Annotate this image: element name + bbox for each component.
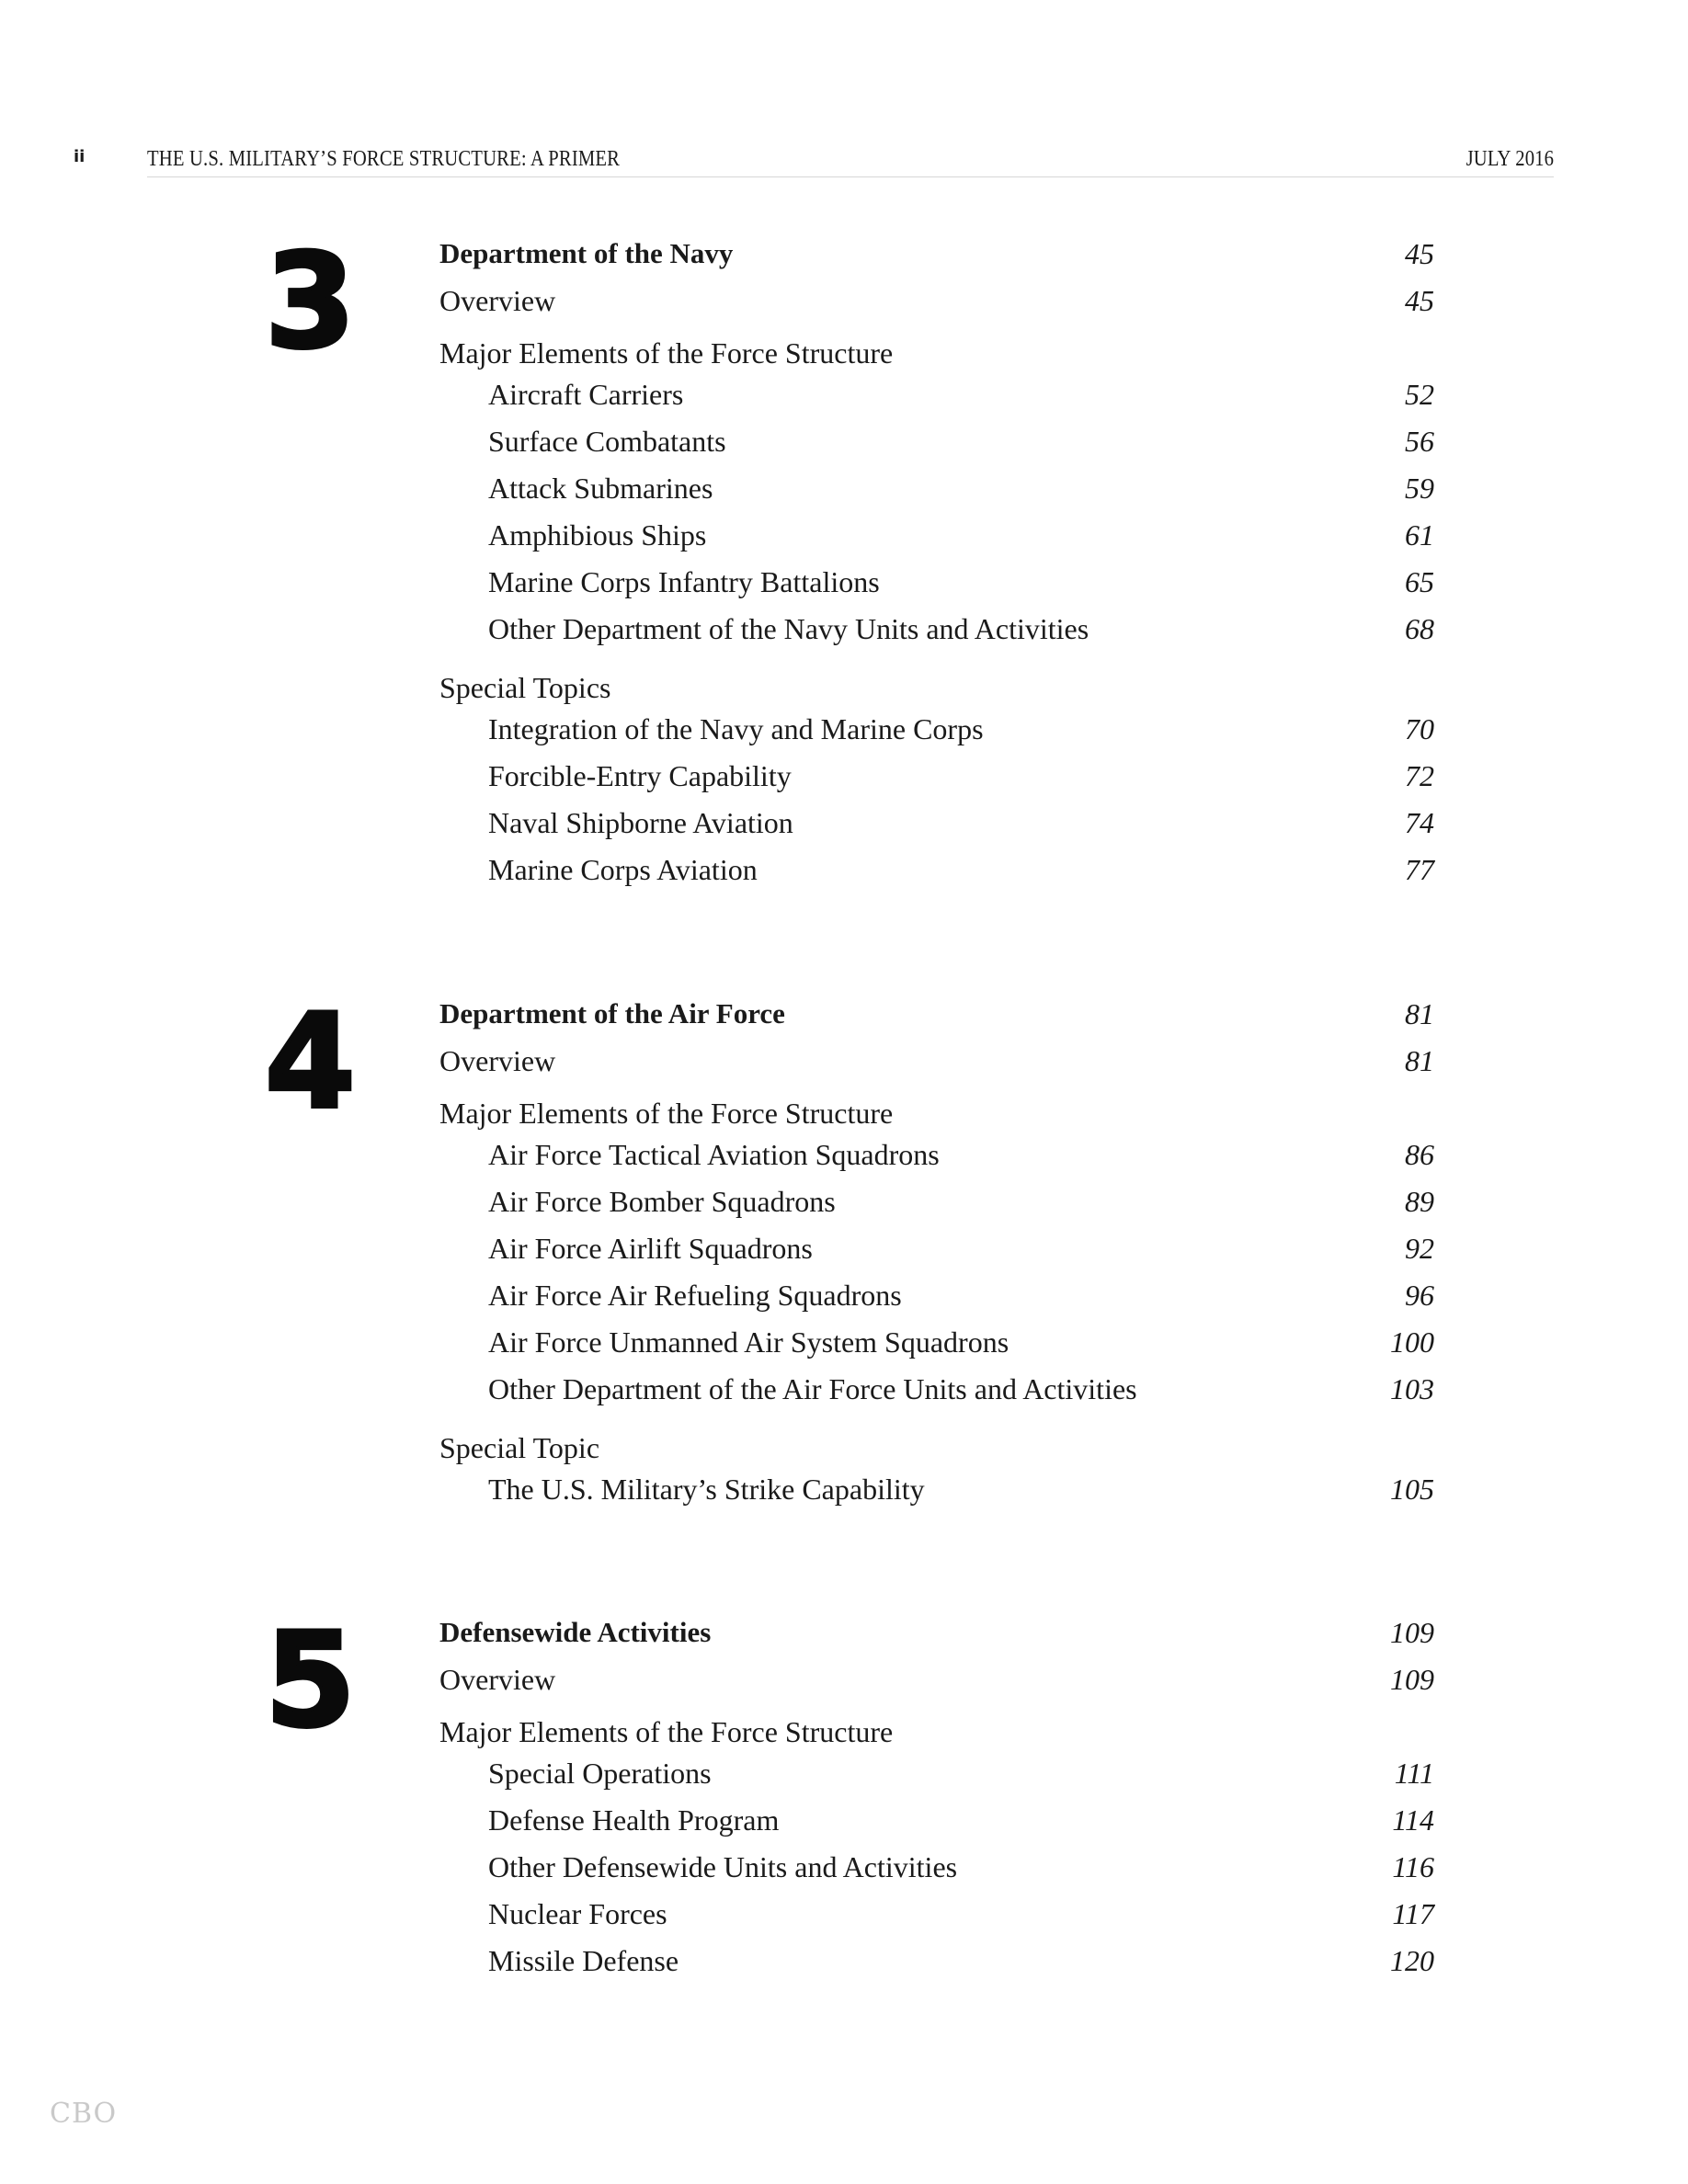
chapter-number: 3 bbox=[265, 226, 356, 378]
chapter-number: 4 bbox=[265, 986, 356, 1138]
page-ref: 100 bbox=[1390, 1325, 1434, 1359]
chapter-heading-row[interactable] bbox=[439, 237, 1434, 279]
toc-entry[interactable] bbox=[439, 1850, 1434, 1893]
toc-entry-label: Nuclear Forces bbox=[488, 1897, 667, 1930]
running-header-date: JULY 2016 bbox=[1466, 147, 1554, 171]
page-ref: 45 bbox=[1405, 284, 1434, 317]
page-ref: 86 bbox=[1405, 1138, 1434, 1171]
section-heading bbox=[439, 336, 1434, 379]
running-header-title: THE U.S. MILITARY’S FORCE STRUCTURE: A PRIMER bbox=[147, 147, 621, 171]
section-heading bbox=[439, 671, 1434, 713]
page-ref: 81 bbox=[1405, 1044, 1434, 1077]
page-ref: 114 bbox=[1392, 1803, 1434, 1837]
page-ref: 92 bbox=[1405, 1232, 1434, 1265]
toc-entry-label: Naval Shipborne Aviation bbox=[488, 806, 793, 839]
page-ref: 111 bbox=[1394, 1757, 1434, 1790]
toc-entry[interactable] bbox=[439, 759, 1434, 802]
section-heading bbox=[439, 1431, 1434, 1473]
chapter-heading-row[interactable] bbox=[439, 1616, 1434, 1658]
toc-entry[interactable] bbox=[439, 612, 1434, 654]
page-ref: 81 bbox=[1405, 997, 1434, 1030]
toc-entry[interactable] bbox=[439, 1138, 1434, 1180]
toc-entry[interactable] bbox=[439, 1325, 1434, 1368]
toc-entry-label: Attack Submarines bbox=[488, 472, 713, 505]
toc-entry-label: Surface Combatants bbox=[488, 425, 726, 458]
page-ref: 117 bbox=[1392, 1897, 1434, 1930]
toc-entry[interactable] bbox=[439, 425, 1434, 467]
toc-entry-label: Air Force Bomber Squadrons bbox=[488, 1185, 836, 1218]
toc-entry-label: Special Operations bbox=[488, 1757, 712, 1790]
toc-entry[interactable] bbox=[439, 1372, 1434, 1415]
toc-entry[interactable] bbox=[439, 1944, 1434, 1986]
toc-entry-label: Integration of the Navy and Marine Corps bbox=[488, 712, 984, 745]
toc-entry-label: The U.S. Military’s Strike Capability bbox=[488, 1473, 925, 1506]
section-heading bbox=[439, 1715, 1434, 1757]
toc-entry-label: Other Defensewide Units and Activities bbox=[488, 1850, 958, 1883]
page-ref: 70 bbox=[1405, 712, 1434, 745]
toc-entry[interactable] bbox=[439, 472, 1434, 514]
toc-entry-label: Overview bbox=[439, 1663, 556, 1696]
page-ref: 77 bbox=[1405, 853, 1434, 886]
page-ref: 120 bbox=[1390, 1944, 1434, 1977]
toc-entry[interactable] bbox=[439, 1897, 1434, 1939]
toc-entry[interactable] bbox=[439, 1803, 1434, 1846]
toc-entry-label: Air Force Airlift Squadrons bbox=[488, 1232, 813, 1265]
toc-entry[interactable] bbox=[439, 1757, 1434, 1799]
chapter-heading: Department of the Navy bbox=[439, 237, 734, 269]
toc-entry[interactable] bbox=[439, 853, 1434, 895]
page-ref: 103 bbox=[1390, 1372, 1434, 1405]
cbo-logo: CBO bbox=[50, 2098, 118, 2130]
toc-entry-label: Missile Defense bbox=[488, 1944, 679, 1977]
chapter-number: 5 bbox=[265, 1605, 356, 1757]
toc-entry[interactable] bbox=[439, 378, 1434, 420]
section-heading-label: Major Elements of the Force Structure bbox=[439, 1715, 894, 1748]
toc-entry-label: Amphibious Ships bbox=[488, 518, 707, 552]
toc-entry-label: Overview bbox=[439, 284, 556, 317]
page-ref: 109 bbox=[1390, 1663, 1434, 1696]
page-ref: 89 bbox=[1405, 1185, 1434, 1218]
toc-entry-label: Air Force Tactical Aviation Squadrons bbox=[488, 1138, 940, 1171]
page-ref: 52 bbox=[1405, 378, 1434, 411]
toc-entry[interactable] bbox=[439, 806, 1434, 848]
toc-entry-label: Forcible-Entry Capability bbox=[488, 759, 792, 792]
toc-entry[interactable] bbox=[439, 712, 1434, 755]
toc-entry-label: Air Force Unmanned Air System Squadrons bbox=[488, 1325, 1009, 1359]
toc-entry[interactable] bbox=[439, 1279, 1434, 1321]
page-ref: 61 bbox=[1405, 518, 1434, 552]
toc-entry[interactable] bbox=[439, 1473, 1434, 1515]
section-heading-label: Special Topic bbox=[439, 1431, 600, 1464]
chapter-heading: Defensewide Activities bbox=[439, 1616, 712, 1648]
page-ref: 59 bbox=[1405, 472, 1434, 505]
page-ref: 109 bbox=[1390, 1616, 1434, 1649]
page-ref: 45 bbox=[1405, 237, 1434, 270]
toc-entry-overview[interactable] bbox=[439, 1663, 1434, 1705]
section-heading-label: Special Topics bbox=[439, 671, 611, 704]
toc-entry-label: Other Department of the Air Force Units and Activities bbox=[488, 1372, 1137, 1405]
toc-entry[interactable] bbox=[439, 518, 1434, 561]
chapter-heading-row[interactable] bbox=[439, 997, 1434, 1040]
page-number: ii bbox=[74, 147, 86, 166]
page-ref: 96 bbox=[1405, 1279, 1434, 1312]
toc-entry[interactable] bbox=[439, 1185, 1434, 1227]
toc-entry-label: Marine Corps Aviation bbox=[488, 853, 758, 886]
section-heading-label: Major Elements of the Force Structure bbox=[439, 1097, 894, 1130]
toc-entry-label: Other Department of the Navy Units and Activities bbox=[488, 612, 1089, 645]
toc-entry-overview[interactable] bbox=[439, 284, 1434, 326]
page-ref: 56 bbox=[1405, 425, 1434, 458]
toc-entry-overview[interactable] bbox=[439, 1044, 1434, 1086]
chapter-heading: Department of the Air Force bbox=[439, 997, 785, 1029]
page-ref: 116 bbox=[1392, 1850, 1434, 1883]
running-header bbox=[147, 140, 1554, 177]
toc-entry-label: Air Force Air Refueling Squadrons bbox=[488, 1279, 902, 1312]
page-ref: 72 bbox=[1405, 759, 1434, 792]
toc-entry-label: Aircraft Carriers bbox=[488, 378, 684, 411]
toc-entry-label: Marine Corps Infantry Battalions bbox=[488, 565, 880, 598]
toc-entry[interactable] bbox=[439, 1232, 1434, 1274]
toc-entry-label: Defense Health Program bbox=[488, 1803, 780, 1837]
section-heading-label: Major Elements of the Force Structure bbox=[439, 336, 894, 370]
toc-entry[interactable] bbox=[439, 565, 1434, 608]
page-ref: 74 bbox=[1405, 806, 1434, 839]
page-ref: 65 bbox=[1405, 565, 1434, 598]
section-heading bbox=[439, 1097, 1434, 1139]
page-ref: 68 bbox=[1405, 612, 1434, 645]
toc-entry-label: Overview bbox=[439, 1044, 556, 1077]
page-ref: 105 bbox=[1390, 1473, 1434, 1506]
